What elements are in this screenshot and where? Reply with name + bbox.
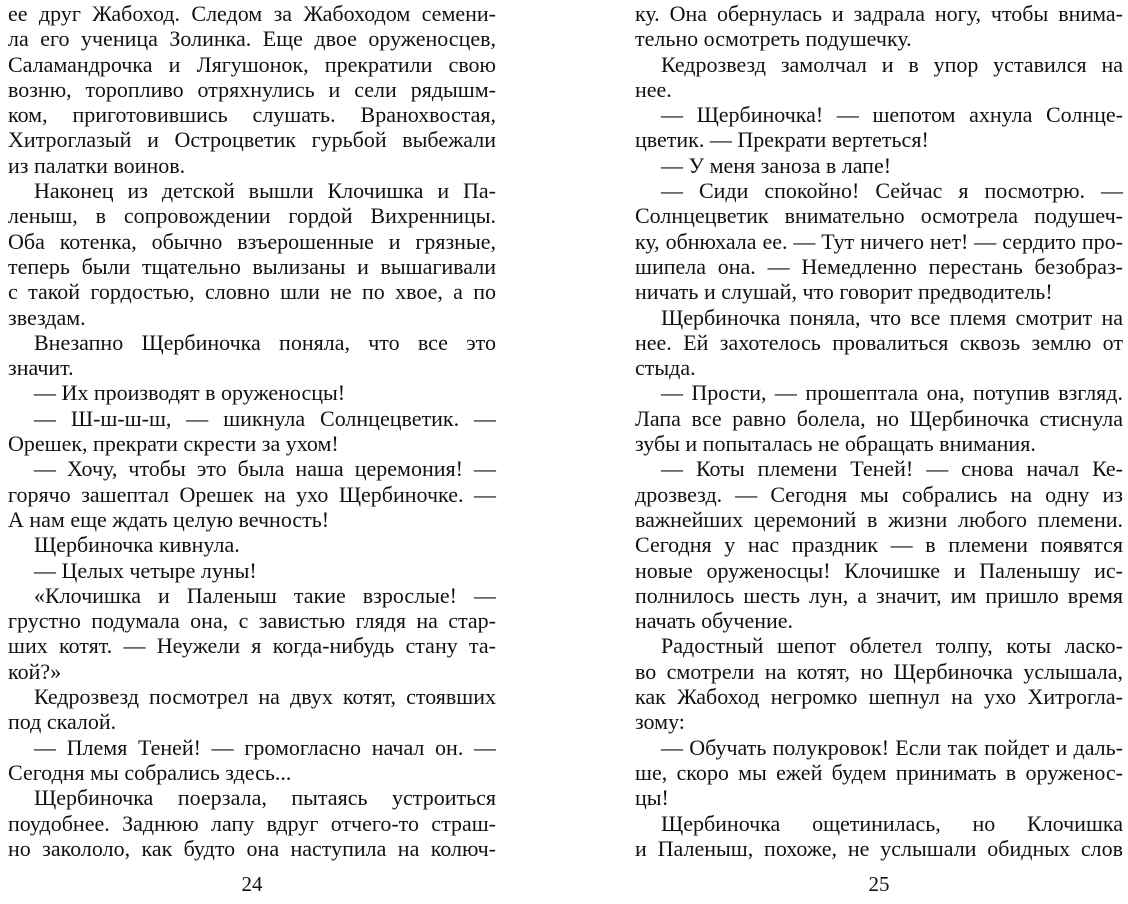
text-line: из палатки воинов.	[8, 152, 186, 178]
text-line: Сегодня мы собрались здесь...	[8, 759, 292, 785]
text-line: возню, торопливо отряхнулись и сели рядышм-	[8, 76, 496, 102]
text-line: стыда.	[635, 355, 696, 381]
text-line: — Хочу, чтобы это была наша церемония! —	[34, 456, 496, 482]
text-line: Кедрозвезд замолчал и в упор уставился на	[661, 51, 1123, 77]
text-line: цы!	[635, 785, 669, 811]
text-line: как Жабоход негромко шепнул на ухо Хитрогла-	[635, 684, 1123, 710]
left-page	[8, 0, 496, 896]
text-line: ку, обнюхала ее. — Тут ничего нет! — сердито про-	[635, 228, 1123, 254]
text-line: шипела она. — Немедленно перестань безобраз-	[635, 253, 1123, 279]
text-line: полнилось шесть лун, а значит, им пришло время	[635, 582, 1123, 608]
text-line: и Паленыш, похоже, не услышали обидных слов	[635, 835, 1123, 861]
text-line: дрозвезд. — Сегодня мы собрались на одну из	[635, 481, 1123, 507]
text-line: новые оруженосцы! Клочишке и Паленышу ис-	[635, 557, 1123, 583]
text-line: А нам еще ждать целую вечность!	[8, 506, 330, 532]
text-line: Внезапно Щербиночка поняла, что все это	[34, 329, 496, 355]
text-line: Щербиночка кивнула.	[34, 532, 240, 558]
text-line: Хитроглазый и Остроцветик гурьбой выбежали	[8, 127, 496, 153]
text-line: но закололо, как будто она наступила на колюч-	[8, 835, 496, 861]
text-line: Оба котенка, обычно взъерошенные и грязные,	[8, 228, 496, 254]
text-line: ничать и слушай, что говорит предводитель!	[635, 279, 1053, 305]
right-page-number: 25	[868, 872, 890, 896]
text-line: под скалой.	[8, 709, 117, 735]
text-line: леныш, в сопровождении гордой Вихренницы.	[8, 203, 496, 229]
text-line: Радостный шепот облетел толпу, коты ласко-	[661, 633, 1123, 659]
right-page-text	[635, 1, 1123, 861]
text-line: ла его ученица Золинка. Еще двое оруженосцев,	[8, 26, 496, 52]
text-line: грустно подумала она, с завистью глядя на стар-	[8, 608, 496, 634]
text-line: — Обучать полукровок! Если так пойдет и даль-	[661, 734, 1123, 760]
text-line: — У меня заноза в лапе!	[661, 152, 892, 178]
text-line: — Племя Теней! — громогласно начал он. —	[34, 734, 496, 760]
text-line: поудобнее. Заднюю лапу вдруг отчего-то страш-	[8, 810, 496, 836]
text-line: во смотрели на котят, но Щербиночка услышала,	[635, 658, 1123, 684]
text-line: ком, приготовившись слушать. Вранохвостая,	[8, 102, 496, 128]
text-line: цветик. — Прекрати вертеться!	[635, 127, 929, 153]
text-line: Щербиночка ощетинилась, но Клочишка	[661, 810, 1123, 836]
text-line: Щербиночка поняла, что все племя смотрит на	[661, 304, 1123, 330]
text-line: Солнцецветик внимательно осмотрела подушеч-	[635, 203, 1123, 229]
text-line: — Целых четыре луны!	[34, 557, 257, 583]
text-line: кой?»	[8, 658, 62, 684]
text-line: горячо зашептал Орешек на ухо Щербиночке. —	[8, 481, 496, 507]
text-line: зубы и попыталась не обращать внимания.	[635, 431, 1036, 457]
text-line: «Клочишка и Паленыш такие взрослые! —	[34, 582, 496, 608]
text-line: звездам.	[8, 304, 86, 330]
text-line: Кедрозвезд посмотрел на двух котят, стоявших	[34, 684, 496, 710]
text-line: ших котят. — Неужели я когда-нибудь стану та-	[8, 633, 496, 659]
text-line: важнейших церемоний в жизни любого племени.	[635, 506, 1123, 532]
text-line: ее друг Жабоход. Следом за Жабоходом семени-	[8, 1, 496, 26]
text-line: — Сиди спокойно! Сейчас я посмотрю. —	[661, 178, 1123, 204]
text-line: значит.	[8, 355, 74, 381]
right-page	[635, 0, 1123, 896]
left-page-number: 24	[241, 872, 263, 896]
text-line: тельно осмотреть подушечку.	[635, 26, 912, 52]
text-line: Саламандрочка и Лягушонок, прекратили свою	[8, 51, 496, 77]
text-line: с такой гордостью, словно шли не по хвое, а по	[8, 279, 496, 305]
text-line: — Щербиночка! — шепотом ахнула Солнце-	[661, 102, 1123, 128]
text-line: — Ш-ш-ш-ш, — шикнула Солнцецветик. —	[34, 405, 496, 431]
text-line: теперь были тщательно вылизаны и вышагивали	[8, 253, 496, 279]
text-line: — Их производят в оруженосцы!	[34, 380, 346, 406]
text-line: Лапа все равно болела, но Щербиночка стиснула	[635, 405, 1123, 431]
text-line: — Коты племени Теней! — снова начал Ке-	[661, 456, 1123, 482]
text-line: Сегодня у нас праздник — в племени появятся	[635, 532, 1123, 558]
text-line: Наконец из детской вышли Клочишка и Па-	[34, 178, 496, 204]
text-line: Орешек, прекрати скрести за ухом!	[8, 431, 339, 457]
text-line: — Прости, — прошептала она, потупив взгляд.	[661, 380, 1123, 406]
text-line: ше, скоро мы ежей будем принимать в оруженос-	[635, 759, 1123, 785]
text-line: нее.	[635, 76, 672, 102]
text-line: зому:	[635, 709, 685, 735]
text-line: Щербиночка поерзала, пытаясь устроиться	[34, 785, 496, 811]
left-page-text	[8, 1, 496, 861]
text-line: начать обучение.	[635, 608, 794, 634]
text-line: ку. Она обернулась и задрала ногу, чтобы внима-	[635, 1, 1123, 26]
text-line: нее. Ей захотелось провалиться сквозь землю от	[635, 329, 1123, 355]
